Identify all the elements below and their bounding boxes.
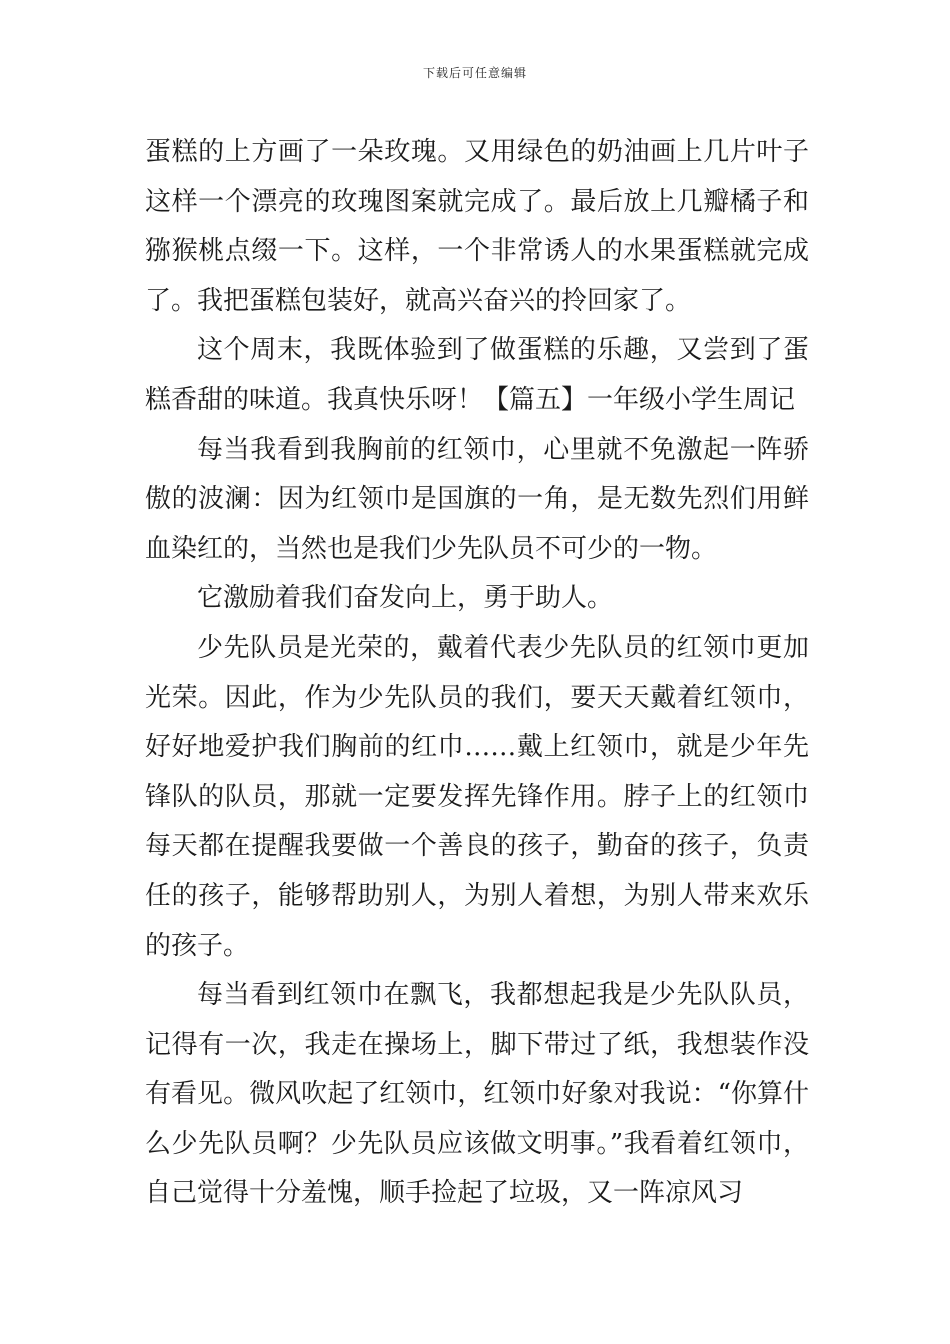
paragraph-encouragement: 它激励着我们奋发向上，勇于助人。 <box>197 583 614 614</box>
paragraph-weekend: 这个周末，我既体验到了做蛋糕的乐趣，又尝到了蛋糕香甜的味道。我真快乐呀！【篇五】一年级小学生周记 <box>145 335 809 415</box>
paragraph-red-scarf-pride: 每当我看到我胸前的红领巾，心里就不免激起一阵骄傲的波澜：因为红领巾是国旗的一角，是无数先烈们用鲜血染红的，当然也是我们少先队员不可少的一物。 <box>145 434 809 564</box>
paragraph-young-pioneers: 少先队员是光荣的，戴着代表少先队员的红领巾更加光荣。因此，作为少先队员的我们，要天天戴着红领巾，好好地爱护我们胸前的红巾……戴上红领巾，就是少年先锋队的队员，那就一定要发挥先锋作用。脖子上的红领巾每天都在提醒我要做一个善良的孩子，勤奋的孩子，负责任的孩子，能够帮助别人，为别人着想，为别人带来欢乐的孩子。 <box>145 632 809 961</box>
header-note: 下载后可任意编辑 <box>422 66 527 80</box>
paragraph-memory: 每当看到红领巾在飘飞，我都想起我是少先队队员，记得有一次，我走在操场上，脚下带过了纸，我想装作没有看见。微风吹起了红领巾，红领巾好象对我说：“你算什么少先队员啊？少先队员应该做文明事。”我看着红领巾，自己觉得十分羞愧，顺手捡起了垃圾，又一阵凉风习 <box>145 980 809 1209</box>
document-body <box>145 128 809 1219</box>
paragraph-cake-continuation: 蛋糕的上方画了一朵玫瑰。又用绿色的奶油画上几片叶子这样一个漂亮的玫瑰图案就完成了。最后放上几瓣橘子和猕猴桃点缀一下。这样，一个非常诱人的水果蛋糕就完成了。我把蛋糕包装好，就高兴奋兴的拎回家了。 <box>145 137 809 316</box>
